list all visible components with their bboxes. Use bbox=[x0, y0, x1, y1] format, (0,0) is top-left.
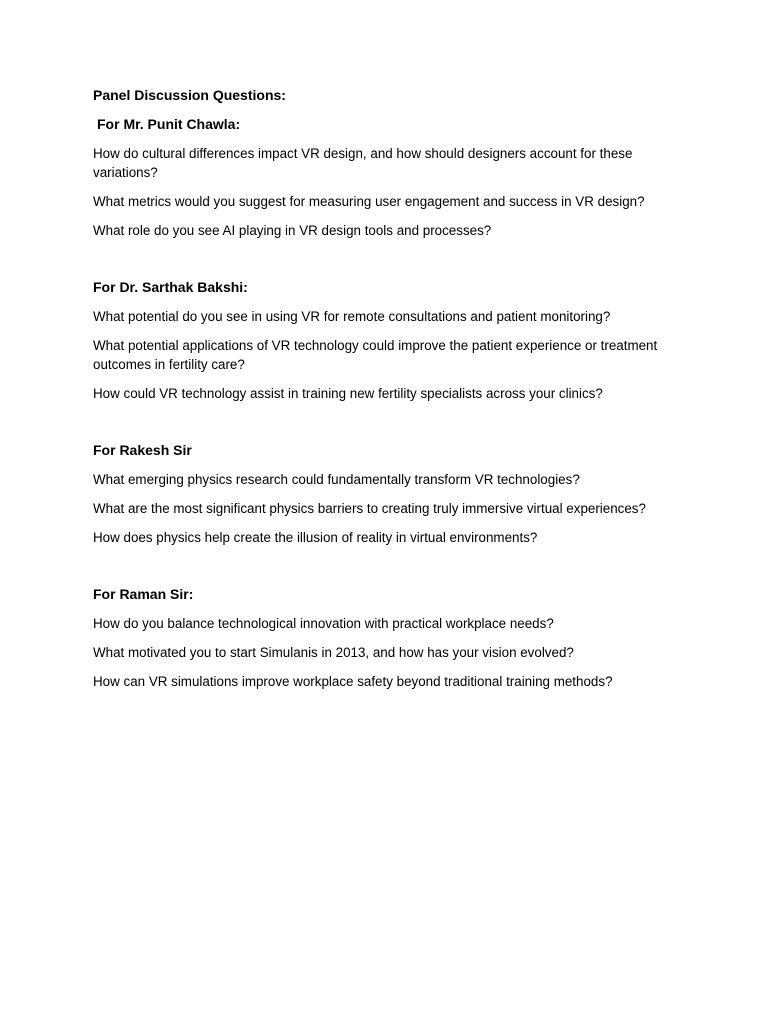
document-page bbox=[93, 86, 683, 701]
question-item: What potential applications of VR technology could improve the patient experience or treatment outcomes in fertility care? bbox=[93, 338, 658, 372]
question-item: What motivated you to start Simulanis in 2013, and how has your vision evolved? bbox=[93, 645, 574, 660]
question-item: What potential do you see in using VR for remote consultations and patient monitoring? bbox=[93, 309, 611, 324]
section-raman-sir bbox=[93, 585, 683, 691]
question-item: How can VR simulations improve workplace safety beyond traditional training methods? bbox=[93, 674, 613, 689]
question-item: What are the most significant physics barriers to creating truly immersive virtual experiences? bbox=[93, 501, 646, 516]
question-item: How does physics help create the illusion of reality in virtual environments? bbox=[93, 530, 538, 545]
section-heading: For Rakesh Sir bbox=[93, 442, 192, 458]
document-title: Panel Discussion Questions: bbox=[93, 87, 286, 103]
section-heading: For Dr. Sarthak Bakshi: bbox=[93, 279, 248, 295]
question-item: How could VR technology assist in training new fertility specialists across your clinics? bbox=[93, 386, 603, 401]
section-heading: For Raman Sir: bbox=[93, 586, 194, 602]
question-item: What role do you see AI playing in VR design tools and processes? bbox=[93, 223, 492, 238]
section-sarthak-bakshi bbox=[93, 278, 683, 403]
question-item: What metrics would you suggest for measuring user engagement and success in VR design? bbox=[93, 194, 645, 209]
section-punit-chawla bbox=[93, 115, 683, 240]
section-rakesh-sir bbox=[93, 441, 683, 547]
question-item: How do cultural differences impact VR design, and how should designers account for these variations? bbox=[93, 146, 633, 180]
question-item: What emerging physics research could fundamentally transform VR technologies? bbox=[93, 472, 580, 487]
question-item: How do you balance technological innovation with practical workplace needs? bbox=[93, 616, 554, 631]
section-heading: For Mr. Punit Chawla: bbox=[97, 116, 241, 132]
